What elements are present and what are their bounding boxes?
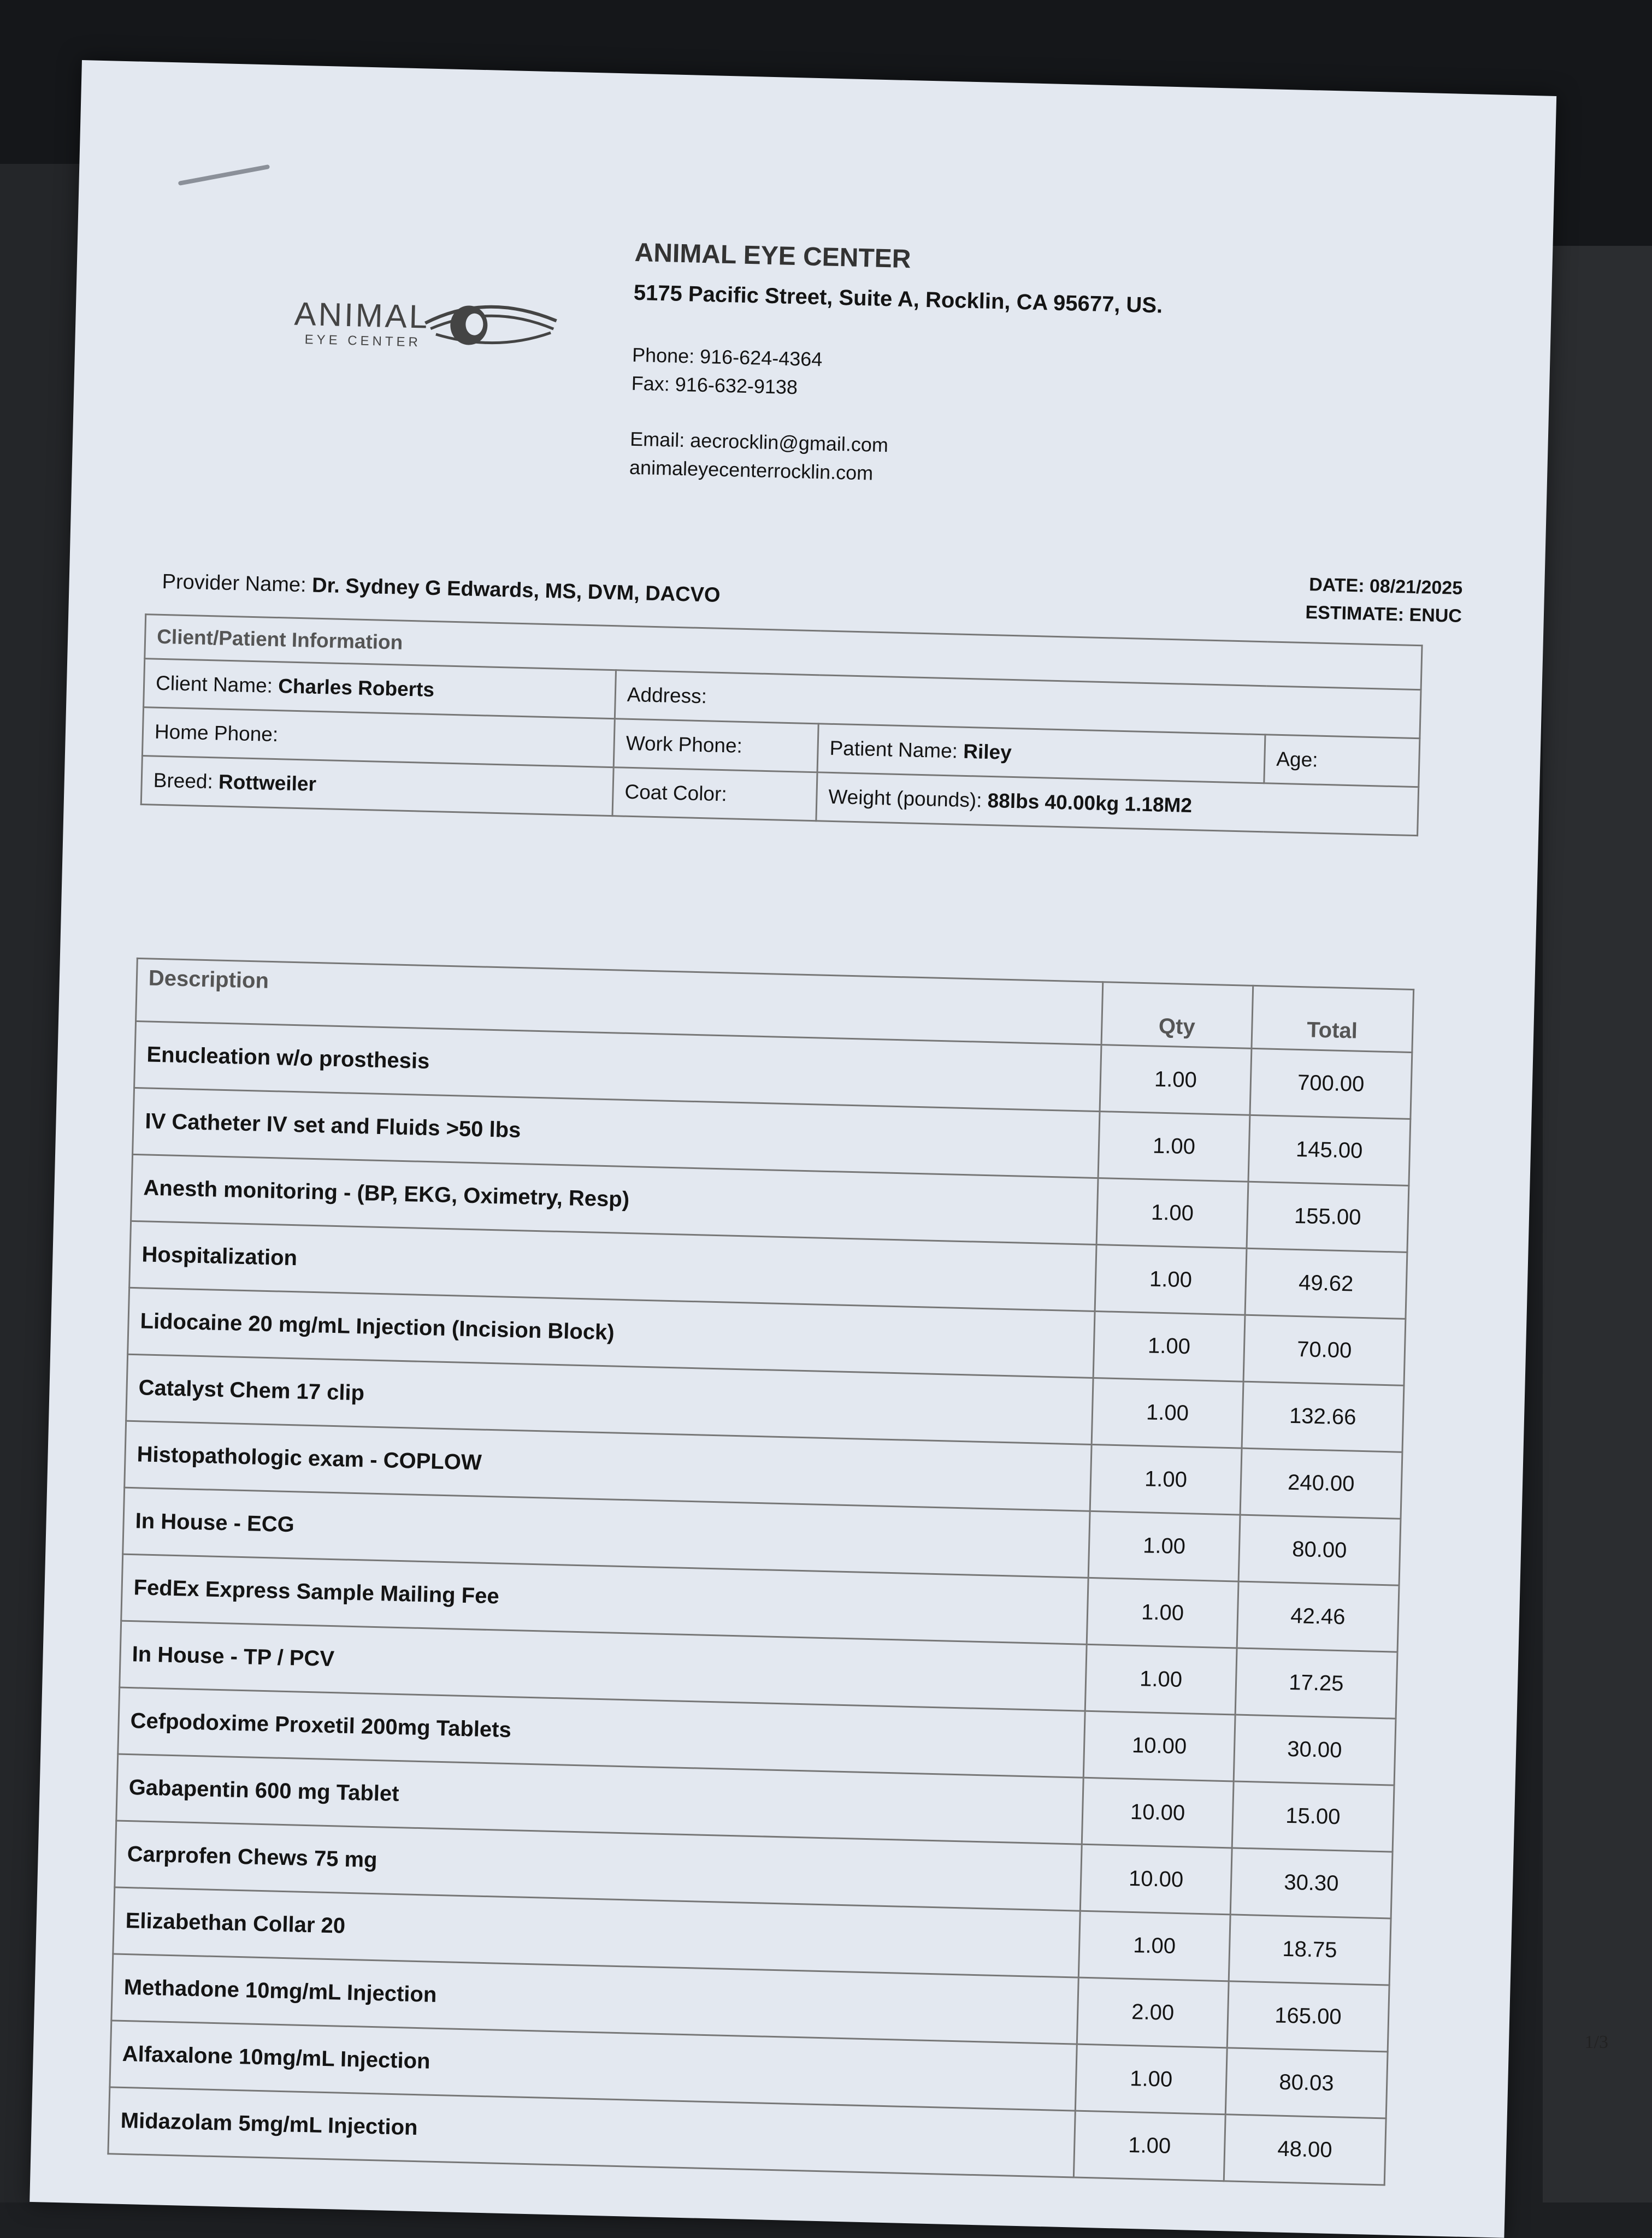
coat-color-cell — [612, 767, 817, 821]
work-phone-cell — [613, 719, 818, 772]
provider-name — [162, 570, 721, 607]
item-total: 48.00 — [1224, 2115, 1386, 2185]
item-qty: 1.00 — [1087, 1578, 1238, 1648]
item-description: Methadone 10mg/mL Injection — [111, 1954, 1079, 2044]
clinic-fax: Fax: 916-632-9138 — [631, 371, 798, 399]
item-qty: 1.00 — [1093, 1311, 1244, 1381]
item-description: In House - TP / PCV — [120, 1621, 1087, 1711]
item-description: IV Catheter IV set and Fluids >50 lbs — [133, 1088, 1100, 1178]
patient-name-label: Patient Name: — [829, 736, 958, 763]
item-total: 42.46 — [1237, 1581, 1399, 1652]
breed-value: Rottweiler — [218, 770, 317, 795]
item-qty: 1.00 — [1100, 1045, 1251, 1115]
item-description: Elizabethan Collar 20 — [113, 1887, 1081, 1977]
item-qty: 1.00 — [1085, 1644, 1237, 1715]
item-qty: 1.00 — [1090, 1444, 1241, 1515]
car-seat-right — [1543, 246, 1652, 2202]
item-description: Cefpodoxime Proxetil 200mg Tablets — [118, 1687, 1085, 1778]
item-description: Midazolam 5mg/mL Injection — [108, 2087, 1076, 2177]
eye-logo-icon — [419, 296, 562, 353]
item-total: 80.03 — [1225, 2048, 1388, 2118]
item-qty: 1.00 — [1088, 1511, 1240, 1581]
item-total: 155.00 — [1247, 1182, 1409, 1252]
staple — [178, 164, 270, 186]
coat-color-label: Coat Color: — [624, 780, 728, 806]
patient-name-value: Riley — [963, 740, 1012, 764]
item-qty: 1.00 — [1098, 1112, 1249, 1182]
item-total: 30.30 — [1230, 1848, 1393, 1918]
item-description: Alfaxalone 10mg/mL Injection — [110, 2021, 1077, 2111]
item-description: Carprofen Chews 75 mg — [115, 1821, 1082, 1911]
estimate-document — [30, 60, 1556, 2238]
item-description: Catalyst Chem 17 clip — [126, 1354, 1094, 1444]
item-description: Hospitalization — [129, 1221, 1097, 1311]
home-phone-label: Home Phone: — [154, 720, 279, 746]
item-total: 18.75 — [1229, 1915, 1391, 1985]
logo-main-text: ANIMAL — [293, 295, 430, 335]
breed-label: Breed: — [153, 769, 214, 793]
estimate-date: DATE: 08/21/2025 — [1308, 574, 1463, 599]
clinic-logo — [293, 295, 579, 368]
item-qty: 2.00 — [1077, 1977, 1229, 2048]
item-total: 30.00 — [1234, 1715, 1396, 1785]
item-description: Gabapentin 600 mg Tablet — [116, 1754, 1084, 1844]
item-description: Enucleation w/o prosthesis — [134, 1021, 1102, 1111]
item-qty: 10.00 — [1082, 1778, 1234, 1848]
item-qty: 1.00 — [1079, 1911, 1230, 1981]
client-name-value: Charles Roberts — [278, 675, 435, 701]
clinic-phone: Phone: 916-624-4364 — [632, 343, 823, 371]
page-number: 1/3 — [1584, 2032, 1608, 2052]
clinic-address: 5175 Pacific Street, Suite A, Rocklin, CA 95677, US. — [633, 280, 1163, 318]
item-total: 49.62 — [1245, 1248, 1407, 1319]
item-total: 240.00 — [1240, 1448, 1402, 1519]
item-qty: 10.00 — [1084, 1711, 1235, 1781]
age-label: Age: — [1276, 747, 1318, 771]
total-header: Total — [1252, 985, 1414, 1052]
item-description: Histopathologic exam - COPLOW — [125, 1421, 1092, 1511]
client-patient-table — [140, 613, 1423, 836]
qty-header: Qty — [1101, 982, 1253, 1049]
estimate-code: ESTIMATE: ENUC — [1305, 602, 1462, 627]
client-info-header: Client/Patient Information — [145, 615, 1422, 690]
item-qty: 10.00 — [1081, 1844, 1232, 1915]
description-header: Description — [136, 958, 1104, 1044]
item-total: 700.00 — [1250, 1048, 1412, 1119]
item-total: 132.66 — [1242, 1381, 1404, 1452]
item-qty: 1.00 — [1095, 1245, 1246, 1315]
provider-label: Provider Name: — [162, 570, 307, 597]
provider-value: Dr. Sydney G Edwards, MS, DVM, DACVO — [311, 574, 721, 607]
estimate-items-table — [107, 958, 1414, 2186]
clinic-email: Email: aecrocklin@gmail.com — [629, 427, 889, 457]
item-qty: 1.00 — [1074, 2111, 1225, 2181]
weight-value: 88lbs 40.00kg 1.18M2 — [987, 789, 1193, 817]
clinic-name: ANIMAL EYE CENTER — [634, 238, 912, 274]
client-name-label: Client Name: — [155, 671, 273, 697]
item-description: Anesth monitoring - (BP, EKG, Oximetry, Resp) — [131, 1154, 1099, 1244]
item-qty: 1.00 — [1076, 2044, 1227, 2115]
item-total: 80.00 — [1238, 1515, 1401, 1585]
logo-sub-text: EYE CENTER — [304, 332, 422, 350]
estimate-meta — [1305, 571, 1463, 630]
item-total: 17.25 — [1235, 1648, 1397, 1719]
item-total: 15.00 — [1232, 1781, 1394, 1852]
item-qty: 1.00 — [1096, 1178, 1248, 1249]
item-description: In House - ECG — [123, 1487, 1090, 1578]
work-phone-label: Work Phone: — [626, 731, 743, 757]
clinic-info — [629, 238, 1454, 505]
item-total: 70.00 — [1243, 1315, 1406, 1385]
item-description: FedEx Express Sample Mailing Fee — [121, 1554, 1089, 1644]
weight-label: Weight (pounds): — [828, 785, 982, 812]
item-total: 165.00 — [1227, 1981, 1389, 2052]
item-qty: 1.00 — [1092, 1378, 1243, 1448]
age-cell — [1264, 735, 1420, 787]
clinic-website: animaleyecenterrocklin.com — [629, 456, 874, 485]
item-total: 145.00 — [1248, 1115, 1411, 1185]
item-description: Lidocaine 20 mg/mL Injection (Incision Block) — [128, 1288, 1095, 1378]
address-label: Address: — [627, 683, 707, 708]
